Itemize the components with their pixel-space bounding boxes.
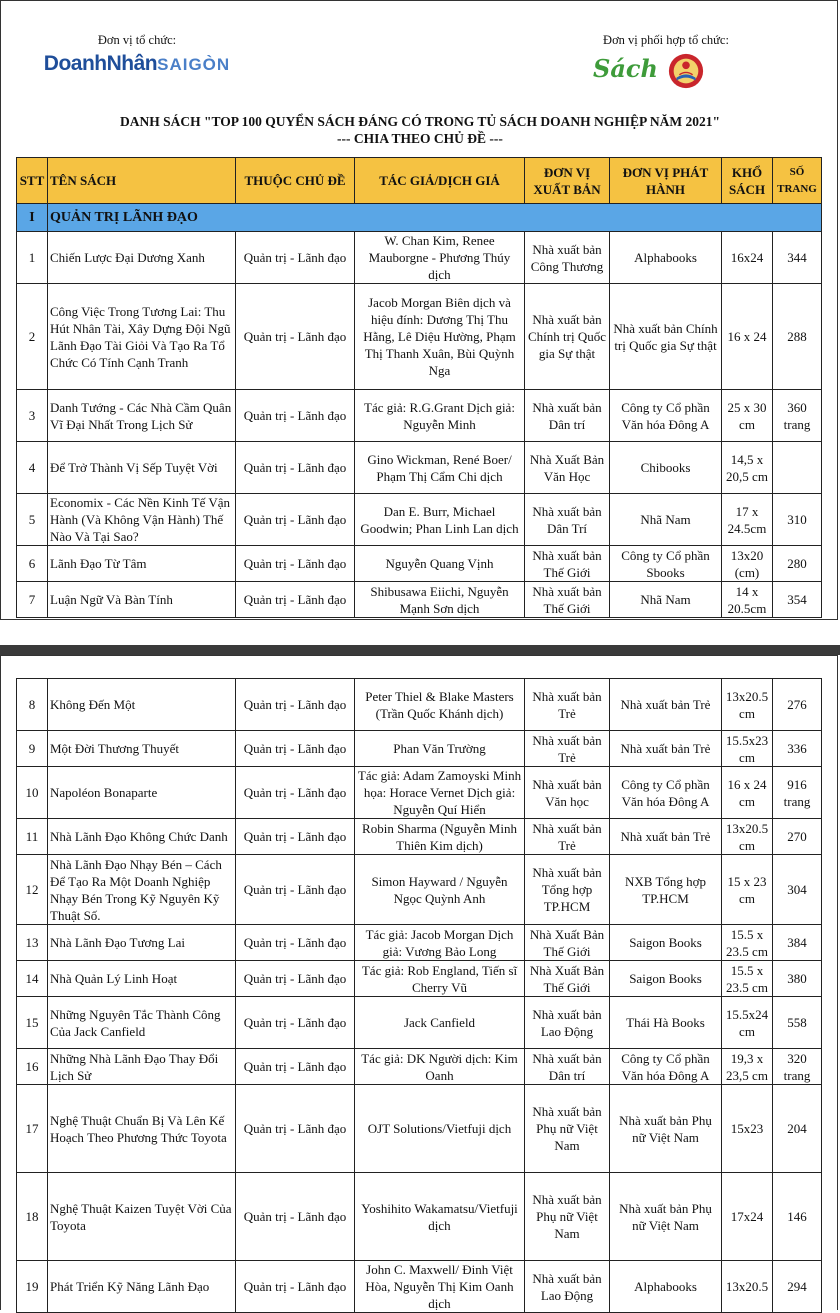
table-row bbox=[17, 961, 822, 997]
cell-pages: 320 trang bbox=[773, 1049, 822, 1085]
table-row bbox=[17, 582, 822, 618]
cell-topic: Quản trị - Lãnh đạo bbox=[236, 767, 355, 819]
cell-size: 14,5 x 20,5 cm bbox=[722, 442, 773, 494]
cell-title: Để Trở Thành Vị Sếp Tuyệt Vời bbox=[48, 442, 236, 494]
cell-author: Gino Wickman, René Boer/ Phạm Thị Cẩm Chi dịch bbox=[355, 442, 525, 494]
cell-title: Lãnh Đạo Từ Tâm bbox=[48, 546, 236, 582]
section-row bbox=[17, 204, 822, 232]
cell-topic: Quản trị - Lãnh đạo bbox=[236, 582, 355, 618]
cell-author: Tác giả: Adam Zamoyski Minh họa: Horace Vernet Dịch giả: Nguyễn Quí Hiển bbox=[355, 767, 525, 819]
cell-author: W. Chan Kim, Renee Mauborgne - Phương Thúy dịch bbox=[355, 232, 525, 284]
title-line-2: --- CHIA THEO CHỦ ĐỀ --- bbox=[337, 131, 503, 146]
cell-pages: 204 bbox=[773, 1085, 822, 1173]
table-row bbox=[17, 390, 822, 442]
cell-size: 16 x 24 bbox=[722, 284, 773, 390]
cell-topic: Quản trị - Lãnh đạo bbox=[236, 1173, 355, 1261]
cell-title: Napoléon Bonaparte bbox=[48, 767, 236, 819]
cell-title: Công Việc Trong Tương Lai: Thu Hút Nhân Tài, Xây Dựng Đội Ngũ Lãnh Đạo Tài Giỏi Và Tạo Ra Tổ Chức Có Tính Cạnh Tranh bbox=[48, 284, 236, 390]
table-row bbox=[17, 546, 822, 582]
cell-topic: Quản trị - Lãnh đạo bbox=[236, 1049, 355, 1085]
cell-author: Nguyễn Quang Vịnh bbox=[355, 546, 525, 582]
cell-author: Dan E. Burr, Michael Goodwin; Phan Linh Lan dịch bbox=[355, 494, 525, 546]
cell-distributor: Công ty Cổ phần Sbooks bbox=[610, 546, 722, 582]
cell-distributor: Alphabooks bbox=[610, 232, 722, 284]
title-line-1: DANH SÁCH "TOP 100 QUYỂN SÁCH ĐÁNG CÓ TRONG TỦ SÁCH DOANH NGHIỆP NĂM 2021" bbox=[119, 114, 721, 129]
cell-pages: 270 bbox=[773, 819, 822, 855]
cell-author: Tác giả: Jacob Morgan Dịch giả: Vương Bảo Long bbox=[355, 925, 525, 961]
cell-distributor: Nhà xuất bản Trẻ bbox=[610, 731, 722, 767]
cell-distributor: Nhà xuất bản Phụ nữ Việt Nam bbox=[610, 1085, 722, 1173]
cell-distributor: NXB Tổng hợp TP.HCM bbox=[610, 855, 722, 925]
doanhnhan-saigon-logo: DoanhNhânSAIGÒN bbox=[43, 52, 231, 75]
sach-logo: Sách bbox=[593, 54, 658, 83]
cell-distributor: Công ty Cổ phần Văn hóa Đông A bbox=[610, 390, 722, 442]
table-row bbox=[17, 232, 822, 284]
cell-pages: 360 trang bbox=[773, 390, 822, 442]
cell-publisher: Nhà xuất bản Chính trị Quốc gia Sự thật bbox=[525, 284, 610, 390]
cell-title: Những Nhà Lãnh Đạo Thay Đổi Lịch Sử bbox=[48, 1049, 236, 1085]
cell-publisher: Nhà Xuất Bản Thế Giới bbox=[525, 961, 610, 997]
cell-stt: 1 bbox=[17, 232, 48, 284]
cell-stt: 12 bbox=[17, 855, 48, 925]
cell-publisher: Nhà xuất bản Dân trí bbox=[525, 1049, 610, 1085]
cell-topic: Quản trị - Lãnh đạo bbox=[236, 232, 355, 284]
cell-size: 13x20.5 cm bbox=[722, 819, 773, 855]
cell-pages bbox=[773, 442, 822, 494]
cell-stt: 3 bbox=[17, 390, 48, 442]
cell-topic: Quản trị - Lãnh đạo bbox=[236, 819, 355, 855]
cell-stt: 19 bbox=[17, 1261, 48, 1313]
cell-author: Tác giả: R.G.Grant Dịch giả: Nguyễn Minh bbox=[355, 390, 525, 442]
cell-title: Luận Ngữ Và Bàn Tính bbox=[48, 582, 236, 618]
table-row bbox=[17, 767, 822, 819]
cell-topic: Quản trị - Lãnh đạo bbox=[236, 1085, 355, 1173]
cell-publisher: Nhà xuất bản Dân Trí bbox=[525, 494, 610, 546]
col-header-title: TÊN SÁCH bbox=[48, 158, 236, 204]
cell-size: 14 x 20.5cm bbox=[722, 582, 773, 618]
cell-size: 15.5x23 cm bbox=[722, 731, 773, 767]
cell-distributor: Nhà xuất bản Chính trị Quốc gia Sự thật bbox=[610, 284, 722, 390]
cell-publisher: Nhà xuất bản Tổng hợp TP.HCM bbox=[525, 855, 610, 925]
cell-topic: Quản trị - Lãnh đạo bbox=[236, 855, 355, 925]
cell-publisher: Nhà xuất bản Trẻ bbox=[525, 731, 610, 767]
document-title bbox=[1, 113, 839, 147]
cell-title: Phát Triển Kỹ Năng Lãnh Đạo bbox=[48, 1261, 236, 1313]
cell-title: Nhà Lãnh Đạo Nhạy Bén – Cách Để Tạo Ra Một Doanh Nghiệp Nhạy Bén Trong Kỹ Nguyên Kỹ Thuật Số. bbox=[48, 855, 236, 925]
cell-pages: 558 bbox=[773, 997, 822, 1049]
cell-stt: 17 bbox=[17, 1085, 48, 1173]
cell-size: 15.5 x 23.5 cm bbox=[722, 925, 773, 961]
table-row bbox=[17, 925, 822, 961]
cell-title: Nhà Lãnh Đạo Không Chức Danh bbox=[48, 819, 236, 855]
col-header-topic: THUỘC CHỦ ĐỀ bbox=[236, 158, 355, 204]
col-header-size: KHỔ SÁCH bbox=[722, 158, 773, 204]
cell-author: John C. Maxwell/ Đinh Việt Hòa, Nguyễn Thị Kim Oanh dịch bbox=[355, 1261, 525, 1313]
cell-distributor: Nhà xuất bản Trẻ bbox=[610, 819, 722, 855]
cell-title: Nghệ Thuật Kaizen Tuyệt Vời Của Toyota bbox=[48, 1173, 236, 1261]
cell-pages: 916 trang bbox=[773, 767, 822, 819]
cell-topic: Quản trị - Lãnh đạo bbox=[236, 284, 355, 390]
cell-stt: 13 bbox=[17, 925, 48, 961]
cell-size: 17 x 24.5cm bbox=[722, 494, 773, 546]
cell-author: Simon Hayward / Nguyễn Ngọc Quỳnh Anh bbox=[355, 855, 525, 925]
cell-size: 15.5 x 23.5 cm bbox=[722, 961, 773, 997]
cell-publisher: Nhà xuất bản Phụ nữ Việt Nam bbox=[525, 1085, 610, 1173]
cell-publisher: Nhà xuất bản Dân trí bbox=[525, 390, 610, 442]
cell-pages: 146 bbox=[773, 1173, 822, 1261]
emblem-logo-icon bbox=[667, 52, 705, 90]
cell-publisher: Nhà Xuất Bản Thế Giới bbox=[525, 925, 610, 961]
cell-stt: 14 bbox=[17, 961, 48, 997]
coorganizer-label: Đơn vị phối hợp tổ chức: bbox=[603, 33, 729, 47]
organizer-block bbox=[17, 33, 257, 76]
cell-topic: Quản trị - Lãnh đạo bbox=[236, 997, 355, 1049]
cell-stt: 15 bbox=[17, 997, 48, 1049]
table-row bbox=[17, 855, 822, 925]
table-header-row bbox=[17, 158, 822, 204]
cell-pages: 336 bbox=[773, 731, 822, 767]
book-table-continued bbox=[16, 678, 822, 1313]
cell-distributor: Nhã Nam bbox=[610, 494, 722, 546]
cell-publisher: Nhà xuất bản Văn học bbox=[525, 767, 610, 819]
cell-pages: 380 bbox=[773, 961, 822, 997]
cell-distributor: Alphabooks bbox=[610, 1261, 722, 1313]
cell-topic: Quản trị - Lãnh đạo bbox=[236, 442, 355, 494]
cell-topic: Quản trị - Lãnh đạo bbox=[236, 679, 355, 731]
cell-publisher: Nhà xuất bản Thế Giới bbox=[525, 546, 610, 582]
cell-publisher: Nhà xuất bản Lao Động bbox=[525, 997, 610, 1049]
coorganizer-block bbox=[581, 33, 751, 94]
cell-pages: 276 bbox=[773, 679, 822, 731]
col-header-stt: STT bbox=[17, 158, 48, 204]
cell-stt: 8 bbox=[17, 679, 48, 731]
cell-title: Nhà Quản Lý Linh Hoạt bbox=[48, 961, 236, 997]
table-row bbox=[17, 442, 822, 494]
cell-distributor: Chibooks bbox=[610, 442, 722, 494]
cell-topic: Quản trị - Lãnh đạo bbox=[236, 961, 355, 997]
cell-distributor: Công ty Cổ phần Văn hóa Đông A bbox=[610, 1049, 722, 1085]
cell-author: Phan Văn Trường bbox=[355, 731, 525, 767]
cell-pages: 384 bbox=[773, 925, 822, 961]
cell-size: 16 x 24 cm bbox=[722, 767, 773, 819]
cell-publisher: Nhà xuất bản Lao Động bbox=[525, 1261, 610, 1313]
cell-stt: 6 bbox=[17, 546, 48, 582]
cell-stt: 4 bbox=[17, 442, 48, 494]
cell-pages: 354 bbox=[773, 582, 822, 618]
cell-pages: 304 bbox=[773, 855, 822, 925]
cell-author: Jack Canfield bbox=[355, 997, 525, 1049]
cell-size: 13x20.5 cm bbox=[722, 679, 773, 731]
cell-size: 15.5x24 cm bbox=[722, 997, 773, 1049]
cell-stt: 5 bbox=[17, 494, 48, 546]
cell-publisher: Nhà xuất bản Công Thương bbox=[525, 232, 610, 284]
cell-title: Chiến Lược Đại Dương Xanh bbox=[48, 232, 236, 284]
cell-author: Yoshihito Wakamatsu/Vietfuji dịch bbox=[355, 1173, 525, 1261]
cell-stt: 9 bbox=[17, 731, 48, 767]
table-row bbox=[17, 1049, 822, 1085]
cell-distributor: Nhã Nam bbox=[610, 582, 722, 618]
cell-stt: 11 bbox=[17, 819, 48, 855]
table-row bbox=[17, 1261, 822, 1313]
cell-title: Một Đời Thương Thuyết bbox=[48, 731, 236, 767]
cell-size: 15 x 23 cm bbox=[722, 855, 773, 925]
cell-publisher: Nhà xuất bản Phụ nữ Việt Nam bbox=[525, 1173, 610, 1261]
table-row bbox=[17, 494, 822, 546]
cell-topic: Quản trị - Lãnh đạo bbox=[236, 731, 355, 767]
cell-distributor: Saigon Books bbox=[610, 925, 722, 961]
col-header-publisher: ĐƠN VỊ XUẤT BẢN bbox=[525, 158, 610, 204]
cell-stt: 7 bbox=[17, 582, 48, 618]
table-row bbox=[17, 1173, 822, 1261]
cell-stt: 2 bbox=[17, 284, 48, 390]
cell-stt: 18 bbox=[17, 1173, 48, 1261]
cell-author: Shibusawa Eiichi, Nguyễn Mạnh Sơn dịch bbox=[355, 582, 525, 618]
cell-title: Nghệ Thuật Chuẩn Bị Và Lên Kế Hoạch Theo Phương Thức Toyota bbox=[48, 1085, 236, 1173]
col-header-pages: SỐ TRANG bbox=[773, 158, 822, 204]
cell-author: Tác giả: DK Người dịch: Kim Oanh bbox=[355, 1049, 525, 1085]
cell-size: 19,3 x 23,5 cm bbox=[722, 1049, 773, 1085]
cell-stt: 16 bbox=[17, 1049, 48, 1085]
cell-pages: 344 bbox=[773, 232, 822, 284]
cell-author: Tác giả: Rob England, Tiến sĩ Cherry Vũ bbox=[355, 961, 525, 997]
cell-size: 16x24 bbox=[722, 232, 773, 284]
cell-size: 17x24 bbox=[722, 1173, 773, 1261]
cell-publisher: Nhà xuất bản Thế Giới bbox=[525, 582, 610, 618]
organizer-label: Đơn vị tổ chức: bbox=[97, 33, 177, 47]
table-row bbox=[17, 679, 822, 731]
cell-title: Danh Tướng - Các Nhà Cầm Quân Vĩ Đại Nhất Trong Lịch Sử bbox=[48, 390, 236, 442]
col-header-distributor: ĐƠN VỊ PHÁT HÀNH bbox=[610, 158, 722, 204]
col-header-author: TÁC GIẢ/DỊCH GIẢ bbox=[355, 158, 525, 204]
cell-pages: 310 bbox=[773, 494, 822, 546]
table-row bbox=[17, 1085, 822, 1173]
cell-distributor: Nhà xuất bản Trẻ bbox=[610, 679, 722, 731]
cell-pages: 280 bbox=[773, 546, 822, 582]
cell-size: 25 x 30 cm bbox=[722, 390, 773, 442]
cell-publisher: Nhà Xuất Bản Văn Học bbox=[525, 442, 610, 494]
cell-size: 13x20 (cm) bbox=[722, 546, 773, 582]
cell-topic: Quản trị - Lãnh đạo bbox=[236, 925, 355, 961]
cell-topic: Quản trị - Lãnh đạo bbox=[236, 390, 355, 442]
cell-stt: 10 bbox=[17, 767, 48, 819]
cell-author: OJT Solutions/Vietfuji dịch bbox=[355, 1085, 525, 1173]
cell-topic: Quản trị - Lãnh đạo bbox=[236, 546, 355, 582]
table-row bbox=[17, 731, 822, 767]
section-name: QUẢN TRỊ LÃNH ĐẠO bbox=[48, 204, 822, 232]
cell-author: Robin Sharma (Nguyễn Minh Thiên Kim dịch) bbox=[355, 819, 525, 855]
cell-publisher: Nhà xuất bản Trẻ bbox=[525, 679, 610, 731]
cell-title: Không Đến Một bbox=[48, 679, 236, 731]
table-row bbox=[17, 819, 822, 855]
cell-distributor: Công ty Cổ phần Văn hóa Đông A bbox=[610, 767, 722, 819]
cell-distributor: Thái Hà Books bbox=[610, 997, 722, 1049]
cell-publisher: Nhà xuất bản Trẻ bbox=[525, 819, 610, 855]
cell-title: Những Nguyên Tắc Thành Công Của Jack Canfield bbox=[48, 997, 236, 1049]
cell-pages: 294 bbox=[773, 1261, 822, 1313]
cell-title: Nhà Lãnh Đạo Tương Lai bbox=[48, 925, 236, 961]
document-page-1 bbox=[0, 0, 838, 620]
section-index: I bbox=[17, 204, 48, 232]
cell-author: Jacob Morgan Biên dịch và hiệu đính: Dương Thị Thu Hằng, Lê Diệu Hường, Phạm Thị Thanh Xuân, Bùi Quỳnh Nga bbox=[355, 284, 525, 390]
document-page-2 bbox=[0, 655, 838, 1310]
cell-topic: Quản trị - Lãnh đạo bbox=[236, 494, 355, 546]
cell-distributor: Saigon Books bbox=[610, 961, 722, 997]
cell-size: 15x23 bbox=[722, 1085, 773, 1173]
book-table bbox=[16, 157, 822, 618]
page-separator bbox=[0, 645, 840, 655]
cell-pages: 288 bbox=[773, 284, 822, 390]
table-row bbox=[17, 284, 822, 390]
cell-title: Economix - Các Nền Kinh Tế Vận Hành (Và Không Vận Hành) Thế Nào Và Tại Sao? bbox=[48, 494, 236, 546]
cell-author: Peter Thiel & Blake Masters (Trần Quốc Khánh dịch) bbox=[355, 679, 525, 731]
cell-topic: Quản trị - Lãnh đạo bbox=[236, 1261, 355, 1313]
cell-size: 13x20.5 bbox=[722, 1261, 773, 1313]
cell-distributor: Nhà xuất bản Phụ nữ Việt Nam bbox=[610, 1173, 722, 1261]
table-row bbox=[17, 997, 822, 1049]
